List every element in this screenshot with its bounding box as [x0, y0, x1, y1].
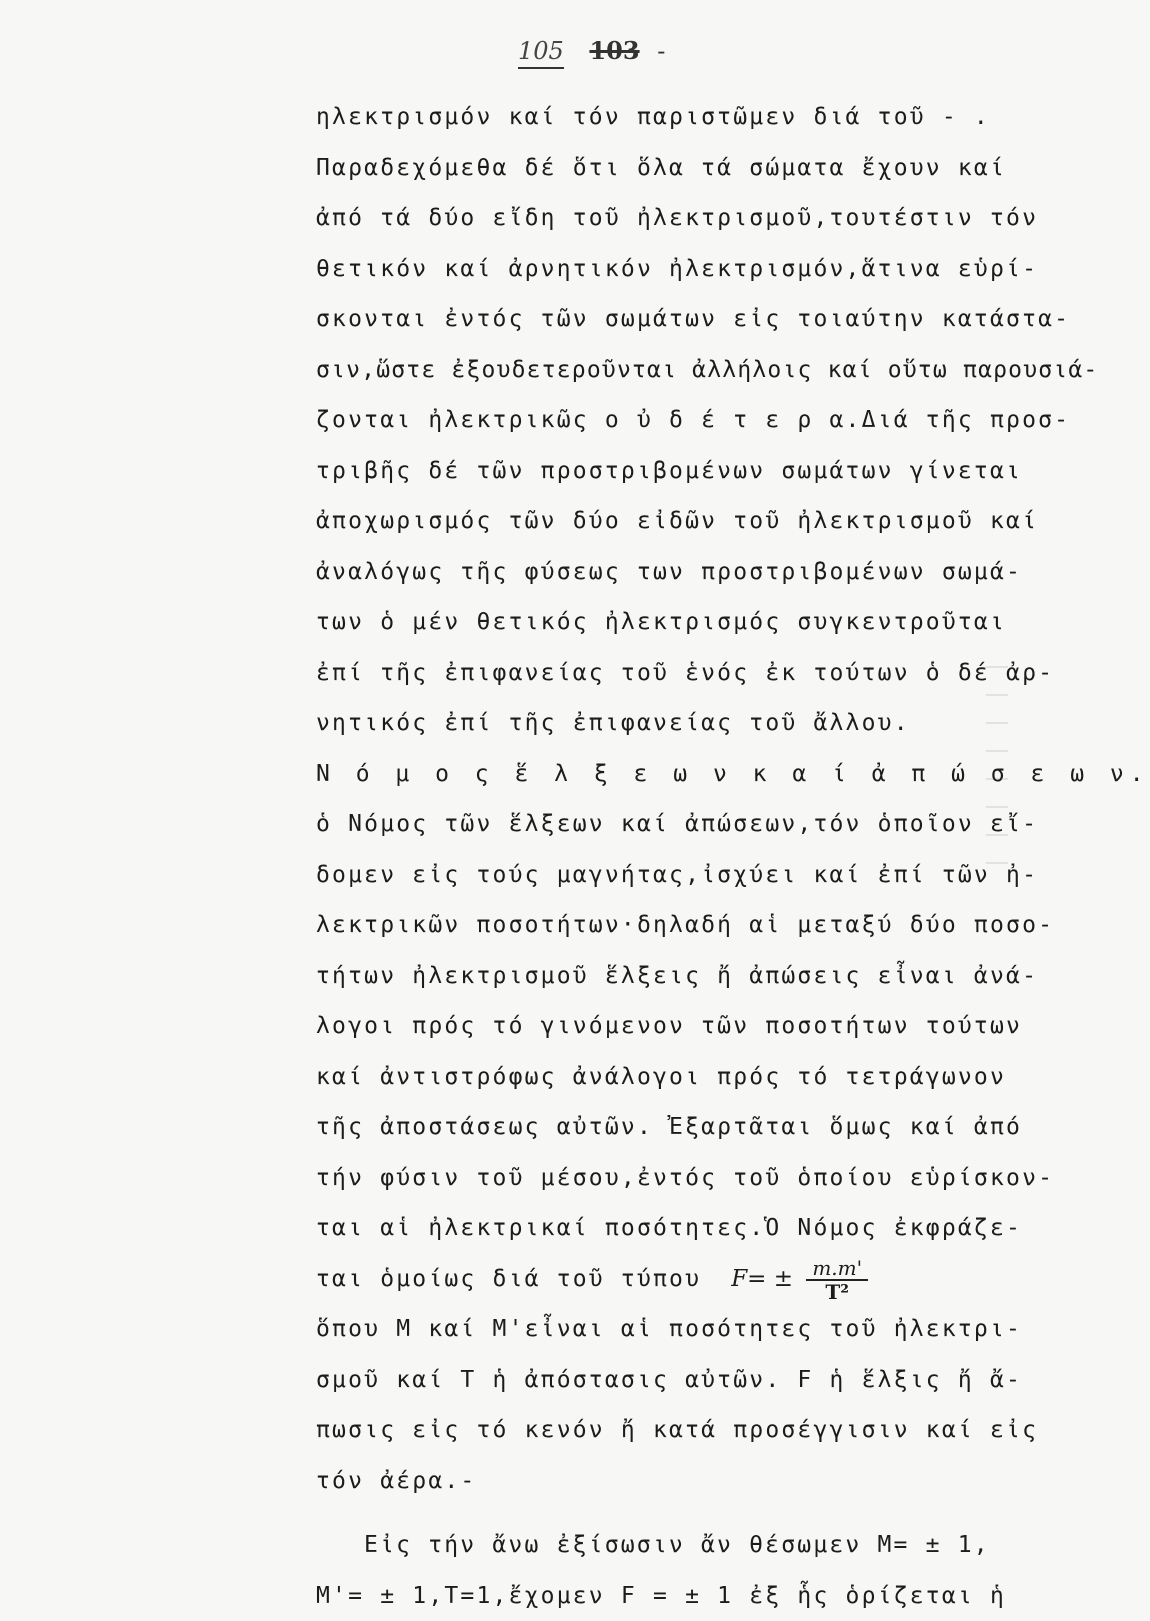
text-line-11: των ὁ μέν θετικός ἠλεκτρισμός συγκεντροῦται	[316, 597, 976, 648]
text-line-23: ται αἱ ἠλεκτρικαί ποσότητες.Ὁ Νόμος ἐκφράζε-	[316, 1203, 976, 1254]
text-line-13: νητικός ἐπί τῆς ἐπιφανείας τοῦ ἄλλου.	[316, 698, 976, 749]
formula-numerator: m.m'	[806, 1257, 868, 1281]
text-line-8: τριβῆς δέ τῶν προστριβομένων σωμάτων γίνεται	[316, 446, 976, 497]
formula-lhs: F= ±	[731, 1266, 793, 1292]
formula-intro: ται ὁμοίως διά τοῦ τύπου	[316, 1266, 701, 1292]
text-line-19: λογοι πρός τό γινόμενον τῶν ποσοτήτων τούτων	[316, 1001, 976, 1052]
text-line-29: Εἰς τήν ἄνω ἐξίσωσιν ἄν θέσωμεν Μ= ± 1,	[316, 1520, 976, 1571]
text-line-7: ζονται ἠλεκτρικῶς ο ὐ δ έ τ ε ρ α.Διά τῆς προσ-	[316, 395, 976, 446]
page-number	[518, 36, 665, 65]
text-line-22: τήν φύσιν τοῦ μέσου,ἐντός τοῦ ὁποίου εὑρίσκον-	[316, 1153, 976, 1204]
page-number-typed-struck: 103	[589, 36, 639, 65]
coulomb-formula	[731, 1254, 868, 1305]
text-line-4: θετικόν καί ἀρνητικόν ἠλεκτρισμόν,ἅτινα εὑρί-	[316, 244, 976, 295]
document-body	[316, 92, 976, 1621]
text-line-2: Παραδεχόμεθα δέ ὅτι ὅλα τά σώματα ἔχουν καί	[316, 143, 976, 194]
text-line-28: τόν ἀέρα.-	[316, 1456, 976, 1507]
formula-fraction	[806, 1257, 868, 1303]
text-line-21: τῆς ἀποστάσεως αὐτῶν. Ἐξαρτᾶται ὅμως καί ἀπό	[316, 1102, 976, 1153]
text-line-18: τήτων ἠλεκτρισμοῦ ἕλξεις ἤ ἀπώσεις εἶναι ἀνά-	[316, 951, 976, 1002]
text-line-12: ἐπί τῆς ἐπιφανείας τοῦ ἑνός ἐκ τούτων ὁ δέ ἀρ-	[316, 648, 976, 699]
page-number-dash: -	[657, 37, 665, 65]
formula-line	[316, 1254, 976, 1305]
text-line-16: δομεν εἰς τούς μαγνήτας,ἰσχύει καί ἐπί τῶν ἠ-	[316, 850, 976, 901]
formula-denominator: T²	[806, 1281, 868, 1303]
text-line-30: Μ'= ± 1,Τ=1,ἔχομεν F = ± 1 ἐξ ἧς ὁρίζεται ἡ	[316, 1571, 976, 1621]
text-line-3: ἀπό τά δύο εἴδη τοῦ ἠλεκτρισμοῦ,τουτέστιν τόν	[316, 193, 976, 244]
page-number-handwritten: 105	[518, 37, 564, 69]
text-line-20: καί ἀντιστρόφως ἀνάλογοι πρός τό τετράγωνον	[316, 1052, 976, 1103]
text-line-25: ὅπου Μ καί Μ'εἶναι αἱ ποσότητες τοῦ ἠλεκτρι-	[316, 1304, 976, 1355]
text-line-17: λεκτρικῶν ποσοτήτων·δηλαδή αἱ μεταξύ δύο ποσο-	[316, 900, 976, 951]
section-heading: Ν ό μ ο ς ἕ λ ξ ε ω ν κ α ί ἀ π ώ σ ε ω ν.	[316, 749, 976, 800]
text-line-5: σκονται ἐντός τῶν σωμάτων εἰς τοιαύτην κατάστα-	[316, 294, 976, 345]
bleed-through-marks	[986, 640, 1016, 1160]
text-line-1: ηλεκτρισμόν καί τόν παριστῶμεν διά τοῦ - .	[316, 92, 976, 143]
text-line-10: ἀναλόγως τῆς φύσεως των προστριβομένων σωμά-	[316, 547, 976, 598]
text-line-27: πωσις εἰς τό κενόν ἤ κατά προσέγγισιν καί εἰς	[316, 1405, 976, 1456]
text-line-15: ὁ Νόμος τῶν ἕλξεων καί ἀπώσεων,τόν ὁποῖον εἴ-	[316, 799, 976, 850]
text-line-26: σμοῦ καί Τ ἡ ἀπόστασις αὐτῶν. F ἡ ἕλξις ἤ ἄ-	[316, 1355, 976, 1406]
text-line-6: σιν,ὥστε ἐξουδετεροῦνται ἀλλήλοις καί οὕτω παρουσιά-	[316, 345, 976, 396]
text-line-9: ἀποχωρισμός τῶν δύο εἰδῶν τοῦ ἠλεκτρισμοῦ καί	[316, 496, 976, 547]
